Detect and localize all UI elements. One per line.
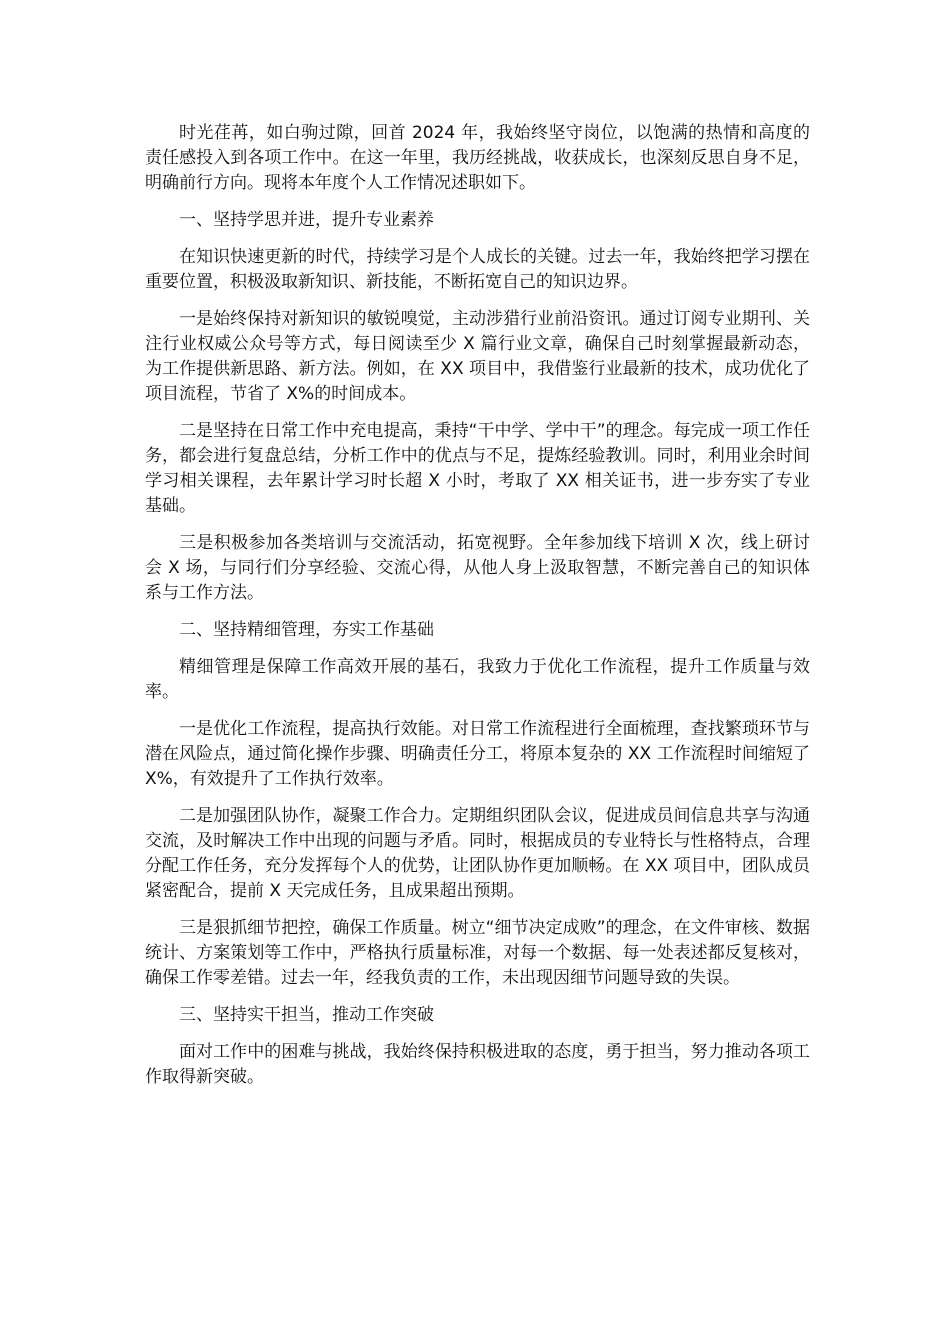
- section-3-intro: 面对工作中的困难与挑战，我始终保持积极进取的态度，勇于担当，努力推动各项工作取得新突破。: [145, 1042, 810, 1087]
- section-1-point-3: 三是积极参加各类培训与交流活动，拓宽视野。全年参加线下培训 X 次，线上研讨会 X 场，与同行们分享经验、交流心得，从他人身上汲取智慧，不断完善自己的知识体系与工作方法。: [145, 533, 810, 603]
- section-heading-1: 一、坚持学思并进，提升专业素养: [179, 210, 434, 230]
- section-1-point-2: 二是坚持在日常工作中充电提高，秉持“干中学、学中干”的理念。每完成一项工作任务，都会进行复盘总结，分析工作中的优点与不足，提炼经验教训。同时，利用业余时间学习相关课程，去年累计学习时长超 X 小时，考取了 XX 相关证书，进一步夯实了专业基础。: [145, 421, 810, 516]
- section-2-point-3: 三是狠抓细节把控，确保工作质量。树立“细节决定成败”的理念，在文件审核、数据统计、方案策划等工作中，严格执行质量标准，对每一个数据、每一处表述都反复核对，确保工作零差错。过去一年，经我负责的工作，未出现因细节问题导致的失误。: [145, 918, 810, 988]
- section-2-point-1: 一是优化工作流程，提高执行效能。对日常工作流程进行全面梳理，查找繁琐环节与潜在风险点，通过简化操作步骤、明确责任分工，将原本复杂的 XX 工作流程时间缩短了 X%，有效提升了工作执行效率。: [145, 719, 810, 789]
- document-body: [145, 121, 810, 1102]
- section-1-intro: 在知识快速更新的时代，持续学习是个人成长的关键。过去一年，我始终把学习摆在重要位置，积极汲取新知识、新技能，不断拓宽自己的知识边界。: [145, 247, 810, 292]
- section-heading-3: 三、坚持实干担当，推动工作突破: [179, 1005, 434, 1025]
- section-2-intro: 精细管理是保障工作高效开展的基石，我致力于优化工作流程，提升工作质量与效率。: [145, 657, 810, 702]
- section-2-point-2: 二是加强团队协作，凝聚工作合力。定期组织团队会议，促进成员间信息共享与沟通交流，及时解决工作中出现的问题与矛盾。同时，根据成员的专业特长与性格特点，合理分配工作任务，充分发挥每个人的优势，让团队协作更加顺畅。在 XX 项目中，团队成员紧密配合，提前 X 天完成任务，且成果超出预期。: [145, 806, 810, 901]
- intro-paragraph: 时光荏苒，如白驹过隙，回首 2024 年，我始终坚守岗位，以饱满的热情和高度的责任感投入到各项工作中。在这一年里，我历经挑战，收获成长，也深刻反思自身不足，明确前行方向。现将本年度个人工作情况述职如下。: [145, 123, 810, 193]
- section-heading-2: 二、坚持精细管理，夯实工作基础: [179, 620, 434, 640]
- section-1-point-1: 一是始终保持对新知识的敏锐嗅觉，主动涉猎行业前沿资讯。通过订阅专业期刊、关注行业权威公众号等方式，每日阅读至少 X 篇行业文章，确保自己时刻掌握最新动态，为工作提供新思路、新方法。例如，在 XX 项目中，我借鉴行业最新的技术，成功优化了项目流程，节省了 X%的时间成本。: [145, 309, 810, 404]
